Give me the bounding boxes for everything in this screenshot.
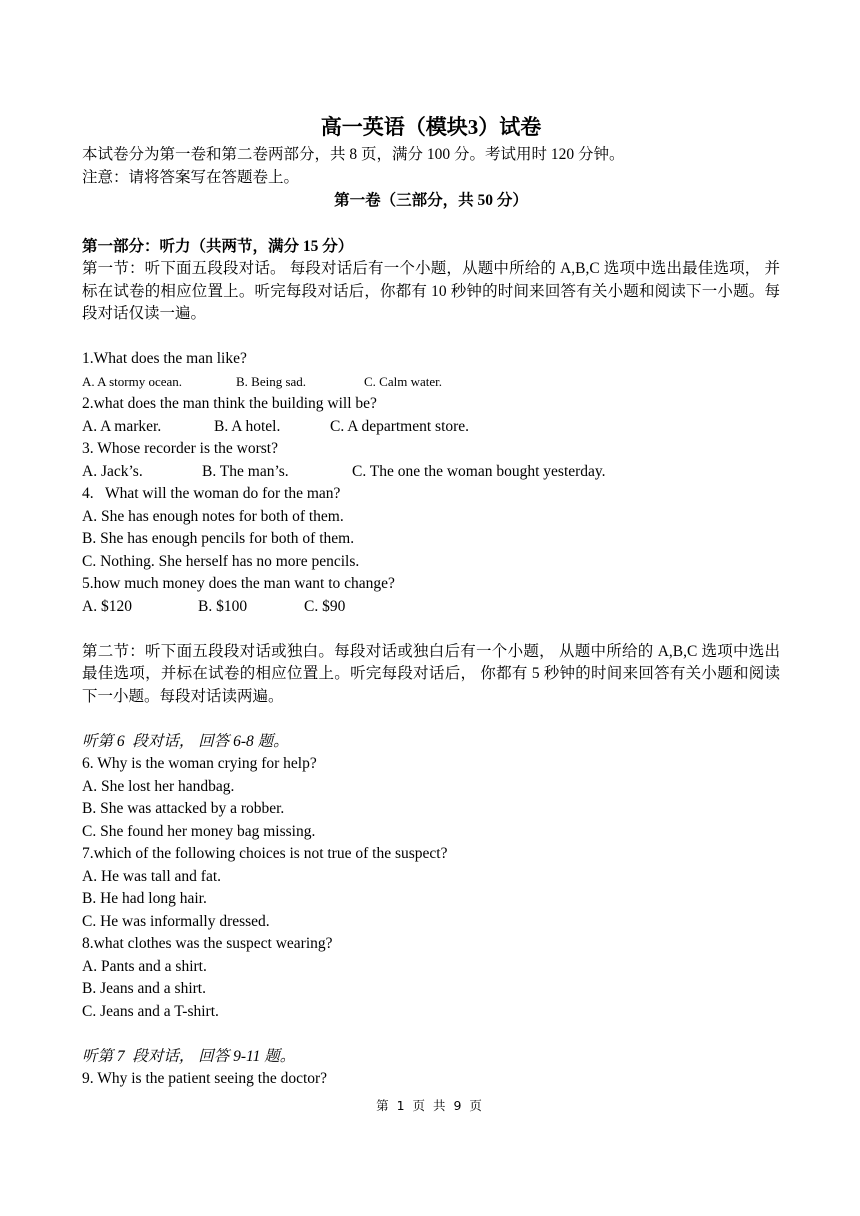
option-b: B. The man’s. [202,462,289,480]
option-b: B. $100 [198,597,248,615]
dialog7-heading: 听第 7 段对话， 回答 9-11 题。 [82,1047,296,1065]
option-a: A. She has enough notes for both of them. [82,507,344,525]
option-a: A. $120 [82,597,132,615]
option-b: B. He had long hair. [82,890,207,907]
option-a: A. Pants and a shirt. [82,957,207,975]
option-b: B. A hotel. [214,417,281,435]
exam-page [82,112,780,1091]
option-b: B. Jeans and a shirt. [82,980,206,997]
option-c: C. A department store. [330,417,470,435]
question-2: 2.what does the man think the building will be? [82,395,377,412]
question-7: 7.which of the following choices is not true of the suspect? [82,845,448,862]
option-c: C. She found her money bag missing. [82,822,316,840]
question-6: 6. Why is the woman crying for help? [82,755,317,772]
option-c: C. Jeans and a T-shirt. [82,1002,219,1020]
intro-text: 本试卷分为第一卷和第二卷两部分，共 8 页，满分 100 分。考试用时 120 分钟。 [82,146,625,163]
section1-instructions: 第一节：听下面五段段对话。 每段对话后有一个小题，从题中所给的 A,B,C 选项中选出最佳选项， 并标在试卷的相应位置上。听完每段对话后，你都有 10 秒钟的时间来回答有关小题和阅读下一小题。每段对话仅读一遍。 [82,260,780,322]
option-a: A. He was tall and fat. [82,867,222,885]
option-a: A. A marker. [82,417,162,435]
question-5-options [82,596,780,619]
option-b: B. Being sad. [236,373,307,389]
question-1-options [82,371,780,394]
part1-heading: 第一部分：听力（共两节，满分 15 分） [82,237,354,255]
option-c: C. He was informally dressed. [82,912,270,930]
option-b: B. She has enough pencils for both of them. [82,530,355,547]
option-c: C. Calm water. [364,373,442,389]
option-a: A. Jack’s. [82,462,143,480]
spacer [82,618,780,641]
option-a: A. She lost her handbag. [82,777,235,795]
spacer [82,326,780,349]
question-5: 5.how much money does the man want to change? [82,575,395,592]
question-2-options [82,416,780,439]
option-b: B. She was attacked by a robber. [82,800,285,817]
option-c: C. $90 [304,597,346,615]
question-4: 4. What will the woman do for the man? [82,485,341,502]
option-c: C. Nothing. She herself has no more pencils. [82,552,360,570]
option-a: A. A stormy ocean. [82,373,183,389]
section2-instructions: 第二节：听下面五段段对话或独白。每段对话或独白后有一个小题， 从题中所给的 A,B,C 选项中选出最佳选项，并标在试卷的相应位置上。听完每段对话后， 你都有 5 秒钟的时间来回答有关小题和阅读下一小题。每段对话读两遍。 [82,642,780,705]
spacer [82,708,780,731]
notice-text: 注意：请将答案写在答题卷上。 [82,168,300,186]
question-3-options [82,461,780,484]
page-title: 高一英语（模块3）试卷 [320,115,542,139]
question-8: 8.what clothes was the suspect wearing? [82,935,333,952]
option-c: C. The one the woman bought yesterday. [352,462,606,480]
spacer [82,213,780,236]
volume1-heading: 第一卷（三部分，共 50 分） [334,192,528,209]
question-9: 9. Why is the patient seeing the doctor? [82,1070,328,1087]
page-footer: 第 1 页 共 9 页 [376,1098,484,1113]
spacer [82,1023,780,1046]
question-1: 1.What does the man like? [82,350,247,367]
question-3: 3. Whose recorder is the worst? [82,440,278,457]
dialog6-heading: 听第 6 段对话， 回答 6-8 题。 [82,732,289,750]
